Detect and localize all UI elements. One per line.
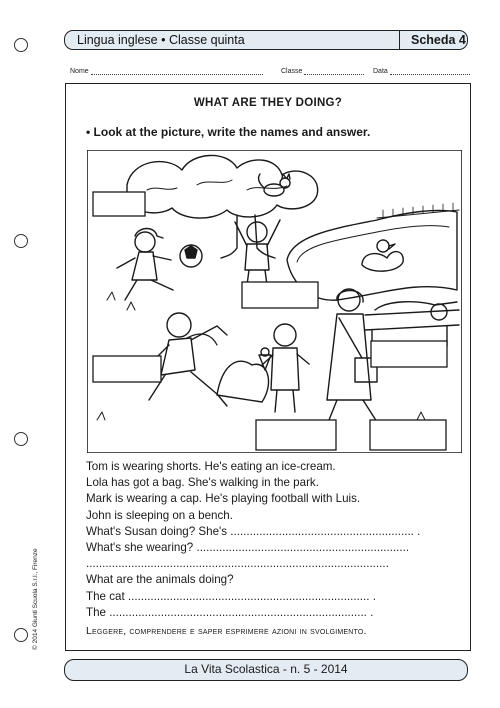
text-block — [86, 459, 461, 639]
answer-line[interactable]: What's Susan doing? She's ......................................................... . — [86, 524, 421, 538]
answer-line[interactable]: The cat ........................................................................... . — [86, 589, 376, 603]
text-line: Mark is wearing a cap. He's playing football with Luis. — [86, 492, 361, 506]
football-icon — [180, 245, 202, 267]
binder-hole — [14, 234, 28, 248]
name-label: Nome — [70, 68, 89, 75]
answer-line[interactable]: The ................................................................................ . — [86, 605, 374, 619]
boy-arms-up-figure — [235, 220, 280, 285]
class-field[interactable] — [281, 68, 364, 75]
text-line: Tom is wearing shorts. He's eating an ice-cream. — [86, 460, 336, 473]
duck-icon — [362, 240, 403, 271]
sheet-number: Scheda 4 — [411, 33, 466, 47]
boy-icecream-figure — [259, 324, 309, 412]
name-box — [370, 420, 446, 450]
text-line: Lola has got a bag. She's walking in the park. — [86, 476, 319, 490]
class-label: Classe — [281, 68, 303, 75]
magazine-issue: La Vita Scolastica - n. 5 - 2014 — [184, 662, 348, 676]
text-line: What are the animals doing? — [86, 573, 234, 587]
park-illustration — [87, 150, 462, 453]
worksheet-title: WHAT ARE THEY DOING? — [193, 97, 343, 109]
copyright-credit: © 2014 Giunti Scuola S.r.l., Firenze — [32, 548, 39, 650]
footer-bar — [64, 659, 468, 681]
header-bar — [64, 30, 468, 50]
date-label: Data — [373, 68, 388, 75]
cat-icon — [259, 174, 290, 196]
learning-goal-note: Leggere, comprendere e saper esprimere azioni in svolgimento. — [86, 625, 367, 638]
binder-hole — [14, 432, 28, 446]
name-box — [93, 356, 161, 382]
text-line: John is sleeping on a bench. — [86, 508, 233, 522]
date-field[interactable] — [373, 68, 470, 75]
name-field[interactable] — [70, 68, 263, 75]
header-divider — [399, 31, 400, 49]
name-box — [242, 282, 318, 308]
binder-hole — [14, 38, 28, 52]
answer-line[interactable]: What's she wearing? .................................................................. — [86, 541, 410, 555]
binder-hole — [14, 628, 28, 642]
name-box — [93, 192, 145, 216]
instruction-text: • Look at the picture, write the names and answer. — [86, 125, 371, 139]
subject-label: Lingua inglese • Classe quinta — [77, 33, 245, 47]
boy-cap-figure — [117, 229, 173, 301]
answer-line[interactable]: .............................................................................................. — [86, 557, 389, 571]
girl-bag-figure — [327, 289, 377, 425]
name-box — [256, 420, 336, 450]
name-box — [371, 341, 447, 367]
bush-icon — [217, 361, 269, 402]
